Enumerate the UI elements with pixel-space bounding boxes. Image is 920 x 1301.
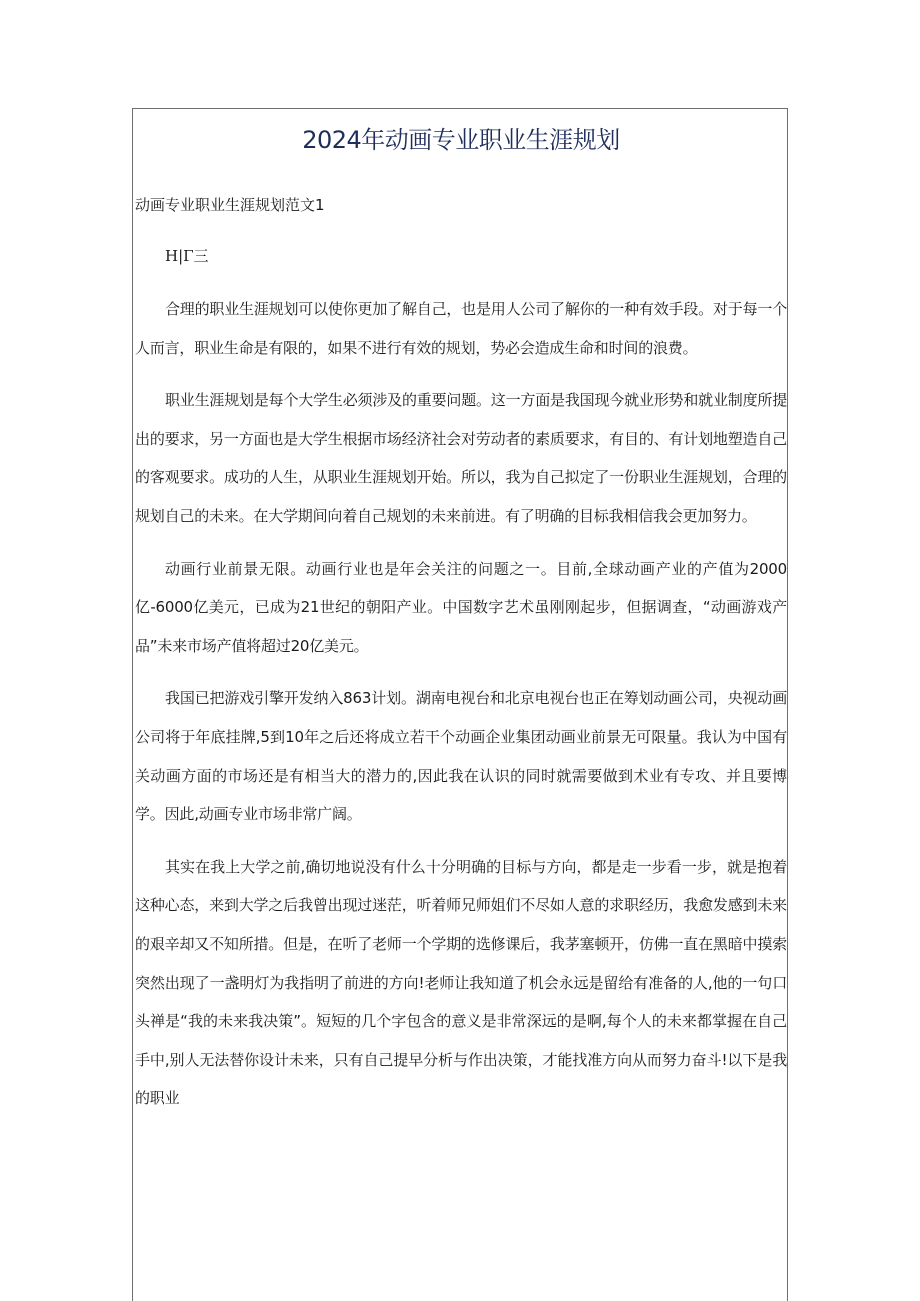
paragraph-3: 动画行业前景无限。动画行业也是年会关注的问题之一。目前,全球动画产业的产值为2000亿-6000亿美元，已成为21世纪的朝阳产业。中国数字艺术虽刚刚起步，但据调查，“动画游戏产品”未来市场产值将超过20亿美元。 <box>135 559 787 655</box>
document-title: 2024年动画专业职业生涯规划 <box>302 126 620 154</box>
body-text <box>135 290 787 1132</box>
paragraph-2: 职业生涯规划是每个大学生必须涉及的重要问题。这一方面是我国现今就业形势和就业制度所提出的要求，另一方面也是大学生根据市场经济社会对劳动者的素质要求，有目的、有计划地塑造自己的客观要求。成功的人生，从职业生涯规划开始。所以，我为自己拟定了一份职业生涯规划，合理的规划自己的未来。在大学期间向着自己规划的未来前进。有了明确的目标我相信我会更加努力。 <box>135 391 787 525</box>
paragraph-5: 其实在我上大学之前,确切地说没有什么十分明确的目标与方向，都是走一步看一步，就是抱着这种心态，来到大学之后我曾出现过迷茫，听着师兄师姐们不尽如人意的求职经历，我愈发感到未来的艰辛却又不知所措。但是，在听了老师一个学期的选修课后，我茅塞顿开，仿佛一直在黑暗中摸索突然出现了一盏明灯为我指明了前进的方向!老师让我知道了机会永远是留给有准备的人,他的一句口头禅是“我的未来我决策”。短短的几个字包含的意义是非常深远的是啊,每个人的未来都掌握在自己手中,别人无法替你设计未来，只有自己提早分析与作出决策，才能找准方向从而努力奋斗!以下是我的职业 <box>135 857 787 1108</box>
document-subtitle: 动画专业职业生涯规划范文1 <box>135 196 325 214</box>
paragraph-4: 我国已把游戏引擎开发纳入863计划。湖南电视台和北京电视台也正在筹划动画公司，央视动画公司将于年底挂牌,5到10年之后还将成立若干个动画企业集团动画业前景无可限量。我认为中国有关动画方面的市场还是有相当大的潜力的,因此我在认识的同时就需要做到术业有专攻、并且要博学。因此,动画专业市场非常广阔。 <box>135 689 787 824</box>
section-marker: H|Γ三 <box>165 247 209 265</box>
paragraph-1: 合理的职业生涯规划可以使你更加了解自己，也是用人公司了解你的一种有效手段。对于每一个人而言，职业生命是有限的，如果不进行有效的规划，势必会造成生命和时间的浪费。 <box>135 300 787 357</box>
document-content <box>135 108 787 1108</box>
